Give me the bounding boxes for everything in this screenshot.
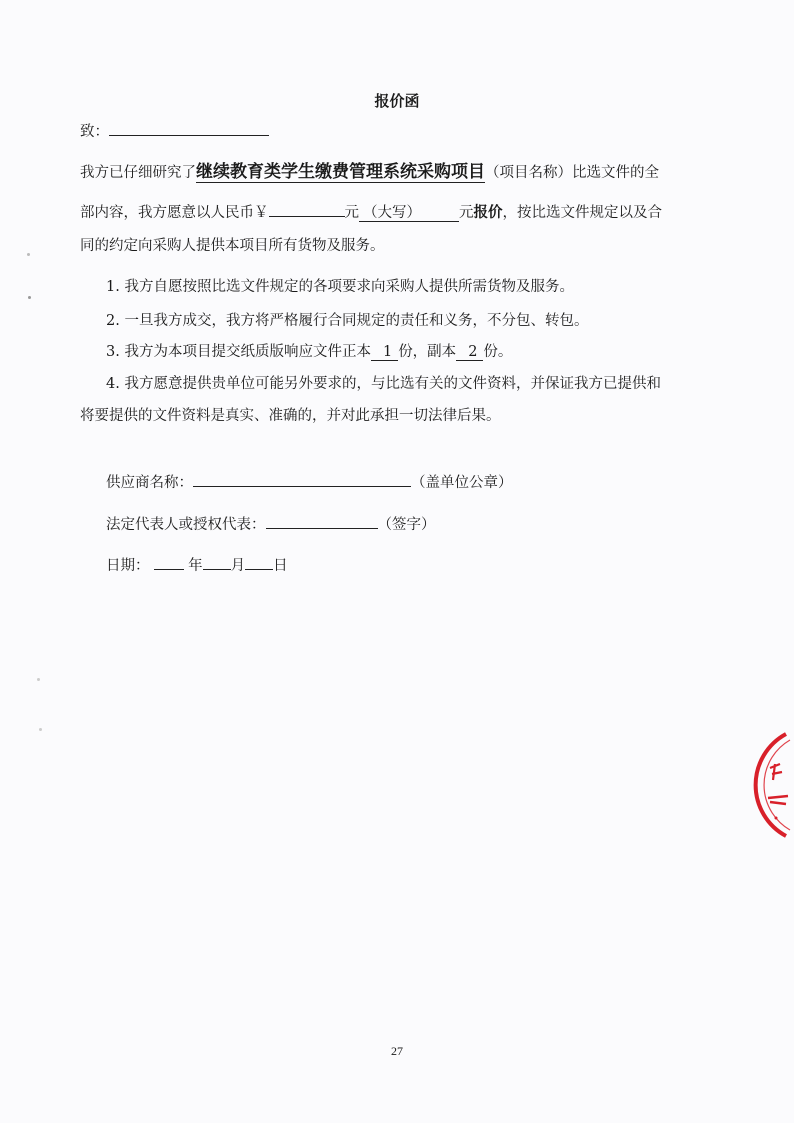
para1-line2: [80, 200, 662, 223]
item-3-text-a: 3. 我方为本项目提交纸质版响应文件正本: [106, 344, 371, 360]
page-title: 报价函: [374, 92, 420, 110]
red-seal-stamp-edge: [746, 730, 794, 840]
scan-speck: [27, 253, 30, 256]
item-1: 1. 我方自愿按照比选文件规定的各项要求向采购人提供所需货物及服务。: [106, 279, 574, 295]
month-blank[interactable]: [203, 553, 231, 570]
yuan-label-2: 元: [459, 205, 474, 221]
para1-suffix: （项目名称）比选文件的全: [485, 165, 659, 181]
date-label: 日期：: [106, 558, 150, 574]
para1-line2-tail: ，按比选文件规定以及合: [502, 205, 662, 221]
quote-label: 报价: [473, 204, 503, 221]
price-capital-blank[interactable]: [359, 205, 459, 222]
page-number: 27: [391, 1044, 403, 1058]
item-3-text-b: 份，副本: [398, 344, 457, 360]
supplier-name-blank[interactable]: [193, 470, 411, 487]
original-count[interactable]: 1: [371, 344, 398, 361]
day-blank[interactable]: [245, 553, 273, 570]
scan-speck: [28, 296, 31, 299]
to-label: 致：: [80, 124, 109, 140]
supplier-note: （盖单位公章）: [411, 475, 513, 491]
year-blank[interactable]: [154, 553, 184, 570]
para1-line3: 同的约定向采购人提供本项目所有货物及服务。: [80, 238, 385, 254]
addressee-line: [80, 119, 269, 142]
copies-count[interactable]: 2: [456, 344, 483, 361]
month-label: 月: [230, 558, 246, 574]
rep-label: 法定代表人或授权代表：: [106, 517, 266, 533]
scan-speck: [39, 728, 42, 731]
price-label: 部内容，我方愿意以人民币￥: [80, 205, 269, 221]
year-label: 年: [188, 558, 203, 574]
capital-label: （大写）: [363, 205, 421, 221]
item-3: [106, 342, 512, 362]
item-3-text-c: 份。: [483, 344, 513, 360]
rep-signature-blank[interactable]: [266, 512, 378, 529]
item-4-line1: 4. 我方愿意提供贵单位可能另外要求的，与比选有关的文件资料，并保证我方已提供和: [106, 376, 661, 392]
rep-note: （签字）: [377, 517, 436, 533]
project-name: 继续教育类学生缴费管理系统采购项目: [196, 162, 485, 182]
day-label: 日: [273, 558, 288, 574]
para1-line1: [80, 162, 659, 183]
date-line: [106, 553, 288, 576]
supplier-label: 供应商名称：: [106, 475, 193, 491]
item-2: 2. 一旦我方成交，我方将严格履行合同规定的责任和义务，不分包、转包。: [106, 313, 589, 329]
price-amount-blank[interactable]: [269, 200, 345, 217]
scan-speck: [37, 678, 40, 681]
item-4-line2: 将要提供的文件资料是真实、准确的，并对此承担一切法律后果。: [80, 408, 501, 424]
yuan-label-1: 元: [344, 205, 359, 221]
representative-line: [106, 512, 436, 535]
addressee-blank[interactable]: [109, 119, 269, 136]
para1-prefix: 我方已仔细研究了: [80, 165, 196, 181]
supplier-line: [106, 470, 513, 493]
